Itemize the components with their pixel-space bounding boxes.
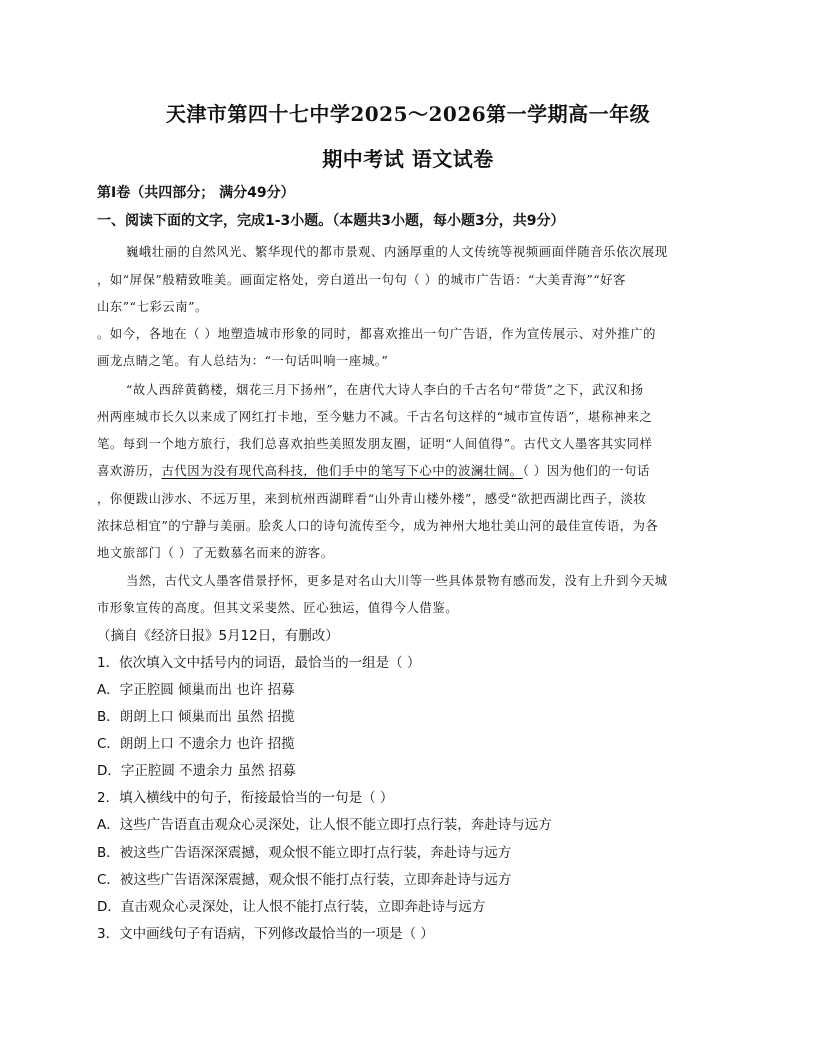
option-2c: C．被这些广告语深深震撼，观众恨不能打点行装，立即奔赴诗与远方 xyxy=(97,872,512,888)
passage-text: 喜欢游历， xyxy=(97,464,162,478)
option-1c: C．朗朗上口 不遗余力 也许 招揽 xyxy=(97,736,295,752)
exam-title: 天津市第四十七中学2025～2026第一学期高一年级 xyxy=(165,102,651,126)
passage-text: （ ）因为他们的一句话 xyxy=(522,464,650,478)
option-2d: D．直击观众心灵深处，让人恨不能打点行装，立即奔赴诗与远方 xyxy=(97,899,486,915)
option-2b: B．被这些广告语深深震撼，观众恨不能立即打点行装，奔赴诗与远方 xyxy=(97,845,512,861)
option-1a: A．字正腔圆 倾巢而出 也许 招募 xyxy=(97,682,295,698)
question-1: 1．依次填入文中括号内的词语，最恰当的一组是（ ） xyxy=(97,655,421,671)
passage-line: “故人西辞黄鹤楼，烟花三月下扬州”，在唐代大诗人李白的千古名句“带货”之下，武汉和扬 xyxy=(126,383,644,397)
passage-line: 山东”“七彩云南”。 xyxy=(97,300,208,314)
passage-line: 画龙点睛之笔。有人总结为：“一句话叫响一座城。” xyxy=(97,354,389,368)
passage-line: 。如今，各地在（ ）地塑造城市形象的同时，都喜欢推出一句广告语，作为宣传展示、对外推广的 xyxy=(97,327,657,341)
passage-line: 市形象宣传的高度。但其文采斐然、匠心独运，值得今人借鉴。 xyxy=(97,601,459,615)
option-2a: A．这些广告语直击观众心灵深处，让人恨不能立即打点行装，奔赴诗与远方 xyxy=(97,817,552,833)
passage-line: 笔。每到一个地方旅行，我们总喜欢拍些美照发朋友圈，证明“人间值得”。古代文人墨客其实同样 xyxy=(97,437,653,451)
question-3: 3．文中画线句子有语病，下列修改最恰当的一项是（ ） xyxy=(97,926,434,942)
passage-line: 浓抹总相宜”的宁静与美丽。脍炙人口的诗句流传至今，成为神州大地壮美山河的最佳宣传语，为各 xyxy=(97,519,659,533)
passage-line: 当然，古代文人墨客借景抒怀，更多是对名山大川等一些具体景物有感而发，没有上升到今天城 xyxy=(126,574,668,588)
underlined-sentence: 古代因为没有现代高科技，他们手中的笔写下心中的波澜壮阔。 xyxy=(161,464,523,478)
passage-line: ，如“屏保”般精致唯美。画面定格处，旁白道出一句句（ ）的城市广告语：“大美青海”“好客 xyxy=(97,273,627,287)
question-2: 2．填入横线中的句子，衔接最恰当的一句是（ ） xyxy=(97,790,394,806)
section-heading: 第Ⅰ卷（共四部分； 满分49分） xyxy=(97,185,295,201)
passage-line-with-underline xyxy=(97,461,729,479)
exam-subtitle: 期中考试 语文试卷 xyxy=(322,147,494,171)
passage-line: 巍峨壮丽的自然风光、繁华现代的都市景观、内涵厚重的人文传统等视频画面伴随音乐依次展现 xyxy=(126,245,668,259)
passage-line: 地文旅部门（ ）了无数慕名而来的游客。 xyxy=(97,546,334,560)
source-citation: （摘自《经济日报》5月12日，有删改） xyxy=(97,628,339,644)
passage-line: 州两座城市长久以来成了网红打卡地，至今魅力不减。千古名句这样的“城市宣传语”，堪称神来之 xyxy=(97,410,653,424)
passage-line: ，你便跋山涉水、不远万里，来到杭州西湖畔看“山外青山楼外楼”，感受“欲把西湖比西子，淡妆 xyxy=(97,492,647,506)
part-heading: 一、阅读下面的文字，完成1-3小题。（本题共3小题，每小题3分，共9分） xyxy=(97,213,565,229)
option-1d: D．字正腔圆 不遗余力 虽然 招募 xyxy=(97,763,296,779)
option-1b: B．朗朗上口 倾巢而出 虽然 招揽 xyxy=(97,709,295,725)
